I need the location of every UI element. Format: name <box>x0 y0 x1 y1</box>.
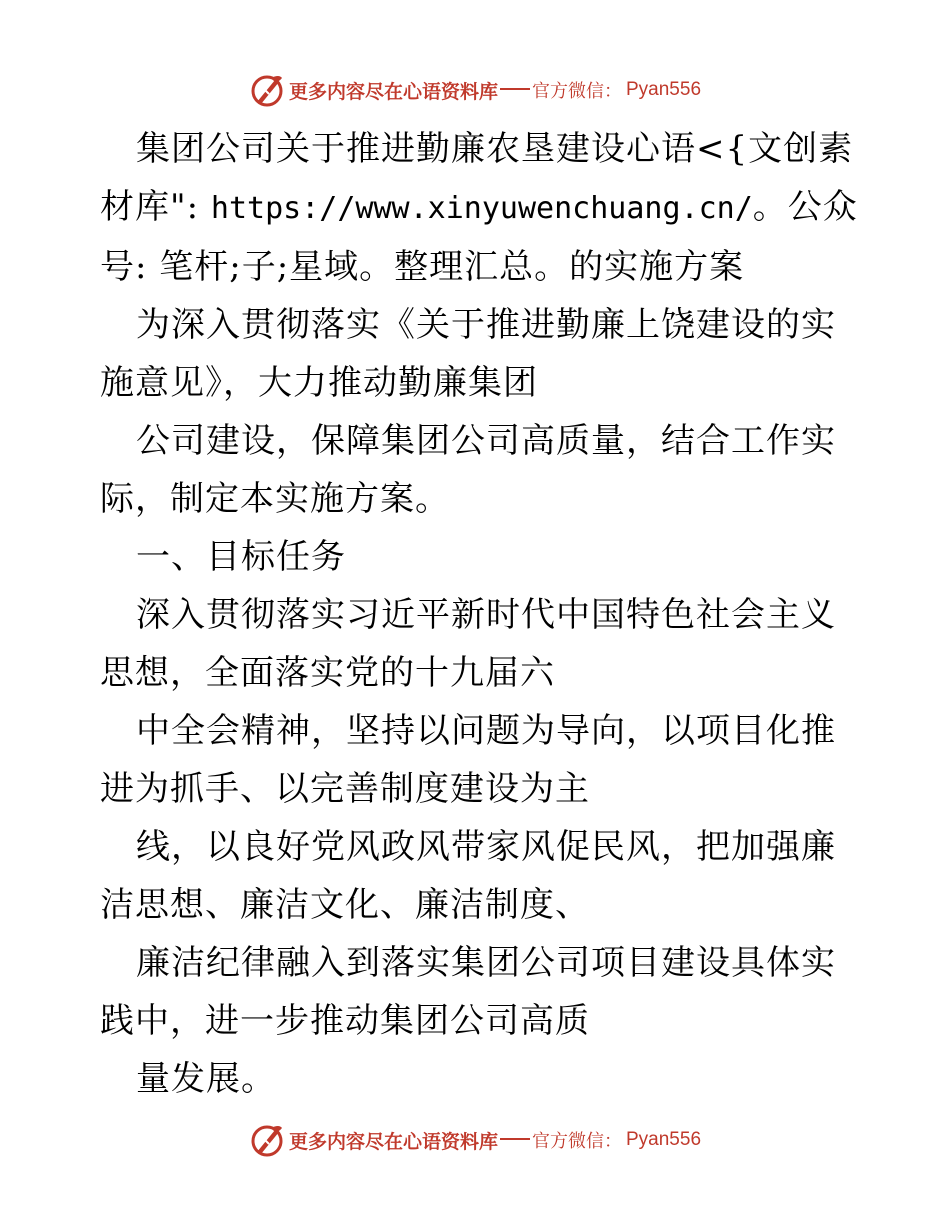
title-text-1: 集团公司关于推进勤廉农垦建设心语<{文创素材库": <box>100 129 854 227</box>
watermark-wechat-id: Pyan556 <box>626 79 702 100</box>
document-body <box>100 120 860 1108</box>
paragraph: 为深入贯彻落实《关于推进勤廉上饶建设的实施意见》，大力推动勤廉集团 <box>100 305 836 403</box>
paragraph: 中全会精神，坚持以问题为导向，以项目化推进为抓手、以完善制度建设为主 <box>100 711 836 809</box>
paragraph: 量发展。 <box>136 1059 276 1099</box>
watermark-wechat-label: 官方微信： <box>532 81 622 102</box>
quill-pen-seal-icon <box>249 72 285 108</box>
paragraph: 线，以良好党风政风带家风促民风，把加强廉洁思想、廉洁文化、廉洁制度、 <box>100 827 836 925</box>
watermark-text: 更多内容尽在心语资料库 <box>288 1130 498 1153</box>
paragraph: 公司建设，保障集团公司高质量，结合工作实际，制定本实施方案。 <box>100 421 836 519</box>
section-heading: 一、目标任务 <box>136 537 346 577</box>
header-watermark <box>0 70 950 110</box>
title-text-2: 。公众号: 笔杆;子;星域。整理汇总。的实施方案 <box>100 187 858 287</box>
watermark-text: 更多内容尽在心语资料库 <box>288 80 498 103</box>
paragraph: 廉洁纪律融入到落实集团公司项目建设具体实践中，进一步推动集团公司高质 <box>100 943 836 1041</box>
watermark-wechat-label: 官方微信： <box>532 1131 622 1152</box>
quill-pen-seal-icon <box>249 1122 285 1158</box>
document-title <box>100 120 860 296</box>
title-url: https://www.xinyuwenchuang.cn/ <box>210 191 753 226</box>
paragraph: 深入贯彻落实习近平新时代中国特色社会主义思想，全面落实党的十九届六 <box>100 595 836 693</box>
watermark-dash <box>500 1138 530 1140</box>
watermark-wechat-id: Pyan556 <box>626 1129 702 1150</box>
watermark-dash <box>500 88 530 90</box>
footer-watermark <box>0 1120 950 1160</box>
